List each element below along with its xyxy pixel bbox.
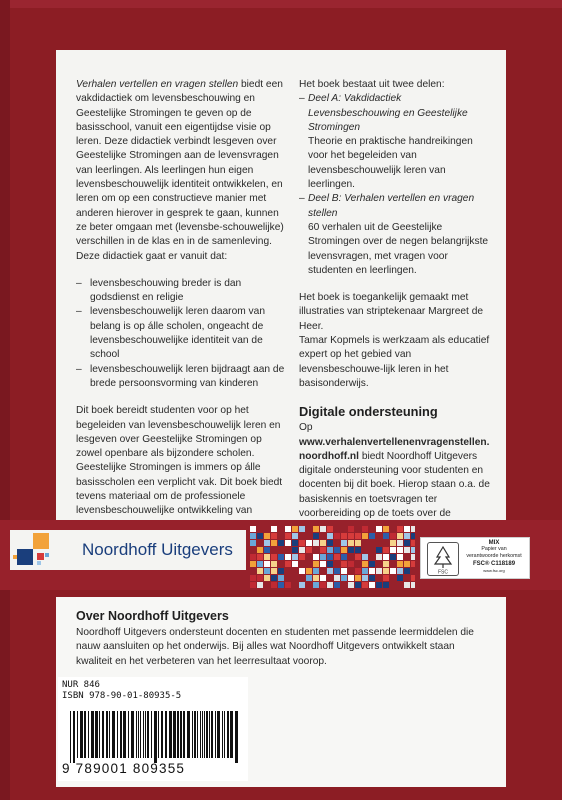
- author-note: Tamar Kopmels is werkzaam als educatief expert op het gebied van levensbeschouwe-lijk leren in het basisonderwijs.: [299, 335, 490, 389]
- part-a-title: – Deel A: Vakdidactiek Levensbeschouwing en Geestelijke Stromingen: [299, 92, 495, 135]
- about-title: Over Noordhoff Uitgevers: [76, 609, 229, 623]
- fsc-text: [463, 540, 525, 574]
- digital-support-heading: Digitale ondersteuning: [299, 404, 438, 420]
- color-mosaic-pattern: [250, 526, 415, 588]
- barcode-bars: [70, 711, 242, 763]
- website-link[interactable]: www.verhalenvertellenenvragenstellen. noordhoff.nl: [299, 436, 490, 462]
- noordhoff-logo-icon: [10, 530, 60, 570]
- part-b-description: 60 verhalen uit de Geestelijke Stromingen over de negen belangrijkste levensvragen, met vragen voor studenten en leerlingen.: [308, 221, 489, 276]
- premise-item: – levensbeschouwing breder is dan godsdienst en religie: [76, 277, 286, 306]
- cover-spine-edge: [0, 0, 10, 800]
- publisher-name: Noordhoff Uitgevers: [82, 540, 233, 559]
- parts-intro: Het boek bestaat uit twee delen:: [299, 79, 445, 90]
- part-b-title: – Deel B: Verhalen vertellen en vragen stellen: [299, 192, 495, 221]
- barcode-block: [58, 677, 248, 781]
- about-body: Noordhoff Uitgevers ondersteunt docenten en studenten met passende leermiddelen die nauw aansluiten op het onderwijs. Bij alles wat Noordhoff Uitgevers ontwikkelt staan kwaliteit en het verbeteren van het leerresultaat voorop.: [76, 627, 474, 667]
- digital-support-text: [299, 421, 495, 535]
- cover-top-edge: [0, 0, 562, 8]
- intro-paragraph: [76, 78, 286, 264]
- fsc-line1: Papier van: [481, 546, 507, 553]
- intro-book-title: Verhalen vertellen en vragen stellen: [76, 79, 239, 90]
- audience-paragraph: Dit boek bereidt studenten voor op het begeleiden van levensbeschouwelijk leren en lesgeven over Geestelijke Stromingen op zowel openbare als bijzondere scholen. Geestelijke Stromingen is immers op álle basisscholen een verplicht vak. Dit boek biedt tevens materiaal om de professionele levensbeschouwelijke ontwikkeling van: [76, 405, 283, 517]
- fsc-site: www.fsc.org: [483, 567, 505, 573]
- illustrator-note: Het boek is toegankelijk gemaakt met illustraties van striptekenaar Margreet de Heer.: [299, 292, 484, 332]
- about-panel: [56, 597, 506, 787]
- description-left-column: [76, 78, 286, 546]
- fsc-tree-icon: [427, 542, 459, 576]
- fsc-line2: verantwoorde herkomst: [466, 552, 522, 559]
- book-parts-list: [299, 92, 495, 278]
- barcode-digits: 9 789001 809355: [62, 761, 186, 776]
- part-a-description: Theorie en praktische handreikingen voor het begeleiden van levensbeschouwelijk leren van leerlingen.: [308, 136, 473, 191]
- nur-code: NUR 846: [62, 680, 100, 690]
- premise-list: [76, 277, 286, 391]
- digital-post: biedt Noordhoff Uitgevers digitale ondersteuning voor studenten en docenten bij dit boek. Hierop staan o.a. de basiskennis en toetsvragen ter voorbereiding op de toets over de: [299, 450, 490, 520]
- fsc-label: [420, 537, 530, 579]
- premise-item: – levensbeschouwelijk leren daarom van belang is op álle scholen, ongeacht de levensbeschouwelijke identiteit van de school: [76, 305, 286, 362]
- fsc-code: FSC® C118189: [472, 561, 516, 568]
- digital-pre: Op: [299, 422, 313, 434]
- svg-text:FSC: FSC: [438, 569, 448, 575]
- description-right-column: [299, 78, 495, 564]
- intro-text: biedt een vakdidactiek om levensbeschouwing en Geestelijke Stromingen te geven op de basisschool, vanuit een eigentijdse visie op leren. Deze didactiek verbindt lesgeven over Geestelijke Stromingen aan de levensvragen van leerlingen. Als leerlingen hun eigen levensbeschouwelijk identiteit ontwikkelen, en leren om op een constructieve manier met anderen hierover in gesprek te gaan, kunnen ze beter omgaan met (levensbe-schouwelijke) verschillen in de klas en in de samenleving. Deze didactiek gaat er vanuit dat:: [76, 79, 284, 262]
- premise-item: – levensbeschouwelijk leren bijdraagt aan de brede persoonsvorming van kinderen: [76, 363, 286, 392]
- isbn-code: ISBN 978-90-01-80935-5: [62, 691, 182, 701]
- fsc-mix: MIX: [488, 540, 500, 546]
- description-panel: [56, 50, 506, 540]
